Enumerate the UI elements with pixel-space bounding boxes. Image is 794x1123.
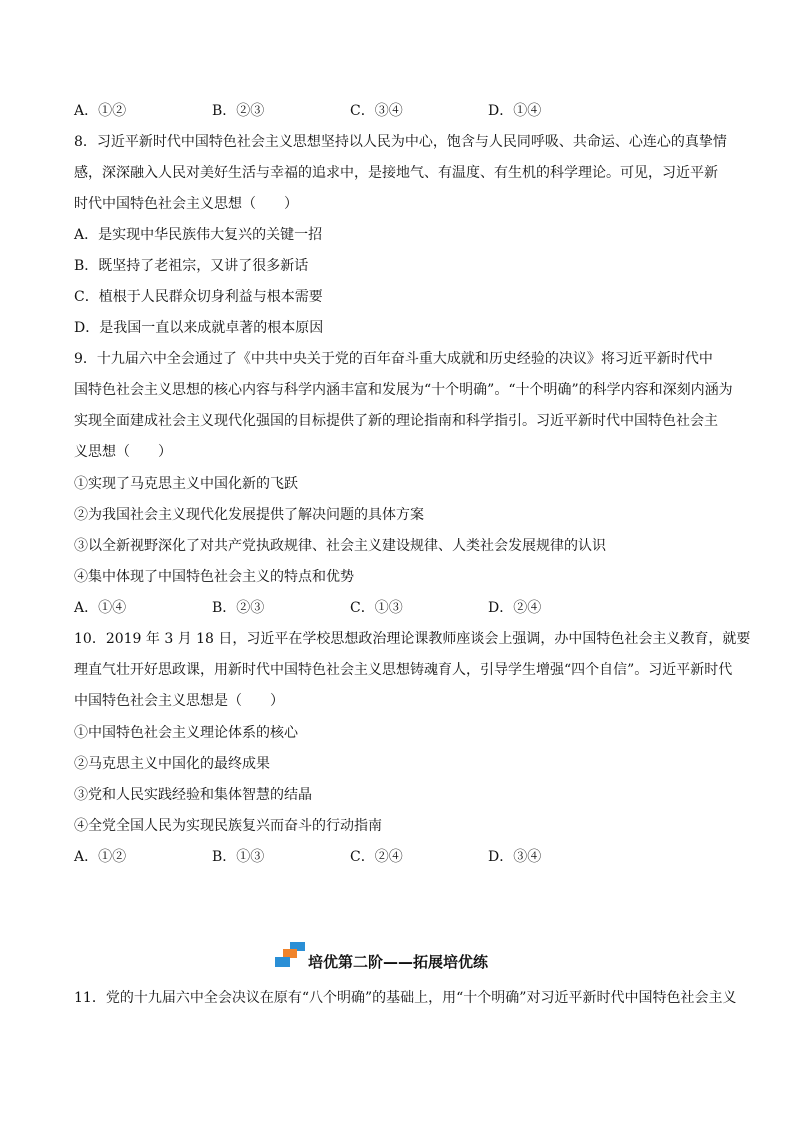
- q10-stem-line: 中国特色社会主义思想是（ ）: [74, 693, 284, 709]
- q8-stem-line: 时代中国特色社会主义思想（ ）: [74, 196, 298, 212]
- q8-option-c[interactable]: C．植根于人民群众切身利益与根本需要: [74, 289, 323, 305]
- q7-options: [74, 101, 674, 121]
- q10-option-a[interactable]: A．①②: [74, 849, 127, 865]
- section-logo-icon: [272, 941, 306, 971]
- q9-option-c[interactable]: C．①③: [350, 600, 403, 616]
- q10-option-b[interactable]: B．①③: [212, 849, 265, 865]
- q8-option-a[interactable]: A．是实现中华民族伟大复兴的关键一招: [74, 227, 323, 243]
- q10-statement-2: ②马克思主义中国化的最终成果: [74, 756, 270, 772]
- q9-stem-line: 国特色社会主义思想的核心内容与科学内涵丰富和发展为“十个明确”。“十个明确”的科学内容和深刻内涵为: [74, 382, 733, 398]
- q7-option-d[interactable]: D．①④: [488, 103, 542, 119]
- q10-statement-1: ①中国特色社会主义理论体系的核心: [74, 725, 298, 741]
- q10-options: [74, 847, 674, 867]
- q7-option-a[interactable]: A．①②: [74, 103, 127, 119]
- q9-stem-line: 9．十九届六中全会通过了《中共中央关于党的百年奋斗重大成就和历史经验的决议》将习近平新时代中: [74, 351, 713, 367]
- section-header: [272, 941, 532, 971]
- q11-stem-line: 11．党的十九届六中全会决议在原有“八个明确”的基础上，用“十个明确”对习近平新时代中国特色社会主义: [74, 990, 737, 1006]
- q10-option-c[interactable]: C．②④: [350, 849, 403, 865]
- q10-option-d[interactable]: D．③④: [488, 849, 542, 865]
- q9-options: [74, 598, 674, 618]
- q10-stem-line: 10．2019 年 3 月 18 日，习近平在学校思想政治理论课教师座谈会上强调，办中国特色社会主义教育，就要: [74, 631, 751, 647]
- q9-stem-line: 义思想（ ）: [74, 444, 172, 460]
- section-title: 培优第二阶——拓展培优练: [308, 953, 489, 971]
- q9-statement-3: ③以全新视野深化了对共产党执政规律、社会主义建设规律、人类社会发展规律的认识: [74, 538, 606, 554]
- q10-stem-line: 理直气壮开好思政课，用新时代中国特色社会主义思想铸魂育人，引导学生增强“四个自信”。习近平新时代: [74, 662, 733, 678]
- q9-option-a[interactable]: A．①④: [74, 600, 127, 616]
- q8-option-b[interactable]: B．既坚持了老祖宗，又讲了很多新话: [74, 258, 309, 274]
- q8-stem-line: 感，深深融入人民对美好生活与幸福的追求中，是接地气、有温度、有生机的科学理论。可见，习近平新: [74, 165, 718, 181]
- q7-option-c[interactable]: C．③④: [350, 103, 403, 119]
- q9-option-b[interactable]: B．②③: [212, 600, 265, 616]
- q8-option-d[interactable]: D．是我国一直以来成就卓著的根本原因: [74, 320, 324, 336]
- q7-option-b[interactable]: B．②③: [212, 103, 265, 119]
- q10-statement-4: ④全党全国人民为实现民族复兴而奋斗的行动指南: [74, 818, 382, 834]
- q9-option-d[interactable]: D．②④: [488, 600, 542, 616]
- q9-statement-2: ②为我国社会主义现代化发展提供了解决问题的具体方案: [74, 507, 424, 523]
- q9-statement-4: ④集中体现了中国特色社会主义的特点和优势: [74, 569, 354, 585]
- q9-statement-1: ①实现了马克思主义中国化新的飞跃: [74, 476, 298, 492]
- q10-statement-3: ③党和人民实践经验和集体智慧的结晶: [74, 787, 312, 803]
- q9-stem-line: 实现全面建成社会主义现代化强国的目标提供了新的理论指南和科学指引。习近平新时代中国特色社会主: [74, 413, 718, 429]
- q8-stem-line: 8．习近平新时代中国特色社会主义思想坚持以人民为中心，饱含与人民同呼吸、共命运、心连心的真挚情: [74, 134, 727, 150]
